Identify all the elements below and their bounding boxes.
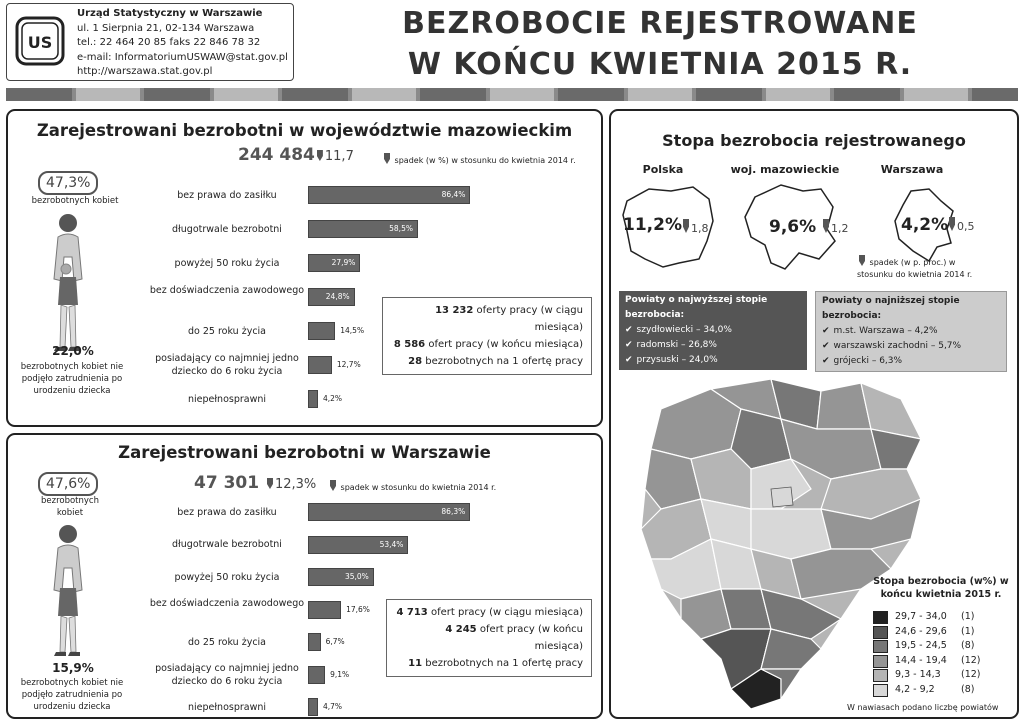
lowest-title: Powiaty o najniższej stopie bezrobocia: xyxy=(822,296,960,321)
panel-stopa xyxy=(609,109,1019,719)
powiaty-map xyxy=(621,369,1016,714)
bar-label: posiadający co najmniej jedno dziecko do 6 roku życia xyxy=(155,353,299,377)
arrow-down-icon xyxy=(683,219,689,233)
arrow-down-icon xyxy=(317,150,323,161)
org-name: Urząd Statystyczny w Warszawie xyxy=(77,8,263,19)
warszawa-change: 0,5 xyxy=(947,217,975,233)
bar xyxy=(308,666,350,684)
bar-value-label: 86,4% xyxy=(441,190,466,199)
highest-rate-box: Powiaty o najwyższej stopie bezrobocia: ✔ szydłowiecki – 34,0% ✔ radomski – 26,8% ✔ przysuski – 24,0% xyxy=(619,291,807,370)
org-email[interactable]: e-mail: InformatoriumUSWAW@stat.gov.pl xyxy=(77,51,288,63)
legend-note: W nawiasach podano liczbę powiatów xyxy=(847,703,999,712)
bar xyxy=(308,568,374,586)
title-line-2: W KOŃCU KWIETNIA 2015 R. xyxy=(407,47,913,82)
arrow-down-icon xyxy=(823,219,829,233)
page-title xyxy=(300,3,1020,85)
stopa-spadek-note: spadek (w p. proc.) w stosunku do kwietnia 2014 r. xyxy=(857,255,987,281)
mazowieckie-notwork-label: bezrobotnych kobiet nie podjęło zatrudnienia po urodzeniu dziecka xyxy=(20,362,124,396)
legend-count: (12) xyxy=(961,654,981,666)
legend-count: (12) xyxy=(961,669,981,680)
bar xyxy=(308,390,343,408)
check-icon: ✔ xyxy=(625,355,633,365)
legend-count: (8) xyxy=(961,640,975,651)
bar xyxy=(308,356,361,374)
bar-label: powyżej 50 roku życia xyxy=(174,257,280,269)
bar xyxy=(308,254,360,272)
bar xyxy=(308,288,355,306)
logo-text: US xyxy=(27,33,53,52)
mazowieckie-women-label: bezrobotnych kobiet xyxy=(31,196,119,206)
warszawa-notwork-label: bezrobotnych kobiet nie podjęło zatrudnienia po urodzeniu dziecka xyxy=(20,678,124,712)
check-icon: ✔ xyxy=(822,326,830,336)
org-phone: tel.: 22 464 20 85 faks 22 846 78 32 xyxy=(77,37,261,48)
legend-swatch xyxy=(873,626,888,639)
bar xyxy=(308,601,370,619)
bar-label: posiadający co najmniej jedno dziecko do 6 roku życia xyxy=(155,662,299,687)
title-line-1: BEZROBOCIE REJESTROWANE xyxy=(402,6,918,41)
mazowieckie-title: Zarejestrowani bezrobotni w województwie mazowieckim xyxy=(36,121,573,140)
bar-value-label: 12,7% xyxy=(336,360,361,369)
mazowieckie-spadek-note: spadek (w %) w stosunku do kwietnia 2014 r. xyxy=(382,153,576,165)
bar-label: bez doświadczenia zawodowego xyxy=(149,597,305,609)
polska-label: Polska xyxy=(642,163,684,176)
lowest-rate-box: Powiaty o najniższej stopie bezrobocia: ✔ m.st. Warszawa – 4,2% ✔ warszawski zachodni – 5,7% ✔ grójecki – 6,3% xyxy=(815,291,1007,372)
warszawa-offers-box: 4 713 ofert pracy (w ciągu miesiąca) 4 245 ofert pracy (w końcu miesiąca) 11 bezrobotnych na 1 ofertę pracy xyxy=(386,599,592,677)
bar xyxy=(308,186,470,204)
mazowieckie-change: 1,2 xyxy=(821,219,849,235)
legend-swatch xyxy=(873,640,888,653)
bar-value-label: 17,6% xyxy=(346,604,370,614)
decorative-stripe xyxy=(6,88,1018,101)
bar-label: niepełnosprawni xyxy=(187,393,267,405)
bar-label: do 25 roku życia xyxy=(187,636,267,648)
bar xyxy=(308,536,408,554)
warszawa-spadek-note: spadek w stosunku do kwietnia 2014 r. xyxy=(328,480,496,492)
mazowieckie-women-pct: 47,3% xyxy=(38,171,98,195)
us-logo-icon xyxy=(15,16,65,66)
bar-label: do 25 roku życia xyxy=(187,325,267,337)
org-address: ul. 1 Sierpnia 21, 02-134 Warszawa xyxy=(77,22,255,34)
warszawa-notwork-pct: 15,9% xyxy=(52,661,94,675)
mazowieckie-label: woj. mazowieckie xyxy=(730,163,840,176)
mazowieckie-total: 244 484 11,7 xyxy=(238,145,354,165)
warszawa-title: Zarejestrowani bezrobotni w Warszawie xyxy=(118,443,491,462)
bar-value-label: 14,5% xyxy=(340,326,365,335)
legend-range: 14,4 - 19,4 xyxy=(895,654,947,666)
warszawa-rate: 4,2% xyxy=(901,215,949,235)
legend-count: (1) xyxy=(961,611,975,622)
legend-swatch xyxy=(873,655,888,668)
bar xyxy=(308,698,343,716)
check-icon: ✔ xyxy=(822,341,830,351)
woman-figure-icon xyxy=(36,209,96,354)
legend-range: 24,6 - 29,6 xyxy=(895,625,947,637)
arrow-down-icon xyxy=(330,480,336,491)
arrow-down-icon xyxy=(859,255,865,266)
header-info-box xyxy=(6,3,294,81)
legend-swatch xyxy=(873,611,888,624)
bar-value-label: 53,4% xyxy=(379,539,404,549)
highest-title: Powiaty o najwyższej stopie bezrobocia: xyxy=(625,295,768,320)
arrow-down-icon xyxy=(267,478,273,489)
bar-label: bez prawa do zasiłku xyxy=(177,506,277,518)
check-icon: ✔ xyxy=(822,356,830,366)
legend-count: (8) xyxy=(961,683,975,695)
bar-label: bez doświadczenia zawodowego xyxy=(149,285,305,296)
bar-value-label: 86,3% xyxy=(441,507,466,516)
arrow-down-icon xyxy=(949,217,955,231)
bar-value-label: 6,7% xyxy=(325,637,345,646)
bar-label: niepełnosprawni xyxy=(187,701,267,713)
warszawa-label: Warszawa xyxy=(880,163,944,176)
check-icon: ✔ xyxy=(625,325,633,335)
check-icon: ✔ xyxy=(625,340,633,350)
warszawa-women-pct: 47,6% xyxy=(38,472,98,496)
bar xyxy=(308,633,345,651)
warszawa-women-label: bezrobotnych kobiet xyxy=(40,496,99,518)
bar-label: długotrwale bezrobotni xyxy=(172,539,282,550)
bar-value-label: 9,1% xyxy=(330,669,350,679)
org-url[interactable]: http://warszawa.stat.gov.pl xyxy=(77,66,213,77)
bar-value-label: 35,0% xyxy=(344,572,369,581)
legend-swatch xyxy=(873,669,888,682)
arrow-down-icon xyxy=(384,153,390,164)
mazowieckie-notwork-pct: 22,0% xyxy=(52,344,94,358)
polska-rate: 11,2% xyxy=(623,215,682,235)
bar-value-label: 4,2% xyxy=(323,394,343,403)
bar xyxy=(308,322,365,340)
panel-mazowieckie xyxy=(6,109,603,427)
legend-title: Stopa bezrobocia (w%) w końcu kwietnia 2015 r. xyxy=(873,576,1009,600)
legend-range: 19,5 - 24,5 xyxy=(895,640,947,651)
legend-range: 4,2 - 9,2 xyxy=(895,683,935,695)
mazowieckie-offers-box: 13 232 oferty pracy (w ciągu miesiąca) 8 586 ofert pracy (w końcu miesiąca) 28 bezrobotnych na 1 ofertę pracy xyxy=(382,297,592,375)
legend-range: 9,3 - 14,3 xyxy=(895,669,941,680)
bar-value-label: 58,5% xyxy=(389,224,413,233)
bar-label: bez prawa do zasiłku xyxy=(177,189,277,201)
woman-figure-icon xyxy=(36,520,96,660)
legend-count: (1) xyxy=(961,625,975,637)
bar-value-label: 24,8% xyxy=(325,292,350,301)
bar-label: powyżej 50 roku życia xyxy=(174,571,280,583)
map-region-warszawa xyxy=(771,487,793,507)
bar-label: długotrwale bezrobotni xyxy=(172,223,282,235)
stopa-title: Stopa bezrobocia rejestrowanego xyxy=(662,131,966,150)
mazowieckie-rate: 9,6% xyxy=(769,217,817,237)
legend-range: 29,7 - 34,0 xyxy=(895,611,947,622)
bar xyxy=(308,220,418,238)
panel-warszawa xyxy=(6,433,603,719)
legend-swatch xyxy=(873,684,888,697)
warszawa-total: 47 301 12,3% xyxy=(194,473,317,493)
bar xyxy=(308,503,470,521)
bar-value-label: 27,9% xyxy=(331,258,356,267)
polska-change: 1,8 xyxy=(681,219,709,235)
bar-value-label: 4,7% xyxy=(323,702,343,711)
